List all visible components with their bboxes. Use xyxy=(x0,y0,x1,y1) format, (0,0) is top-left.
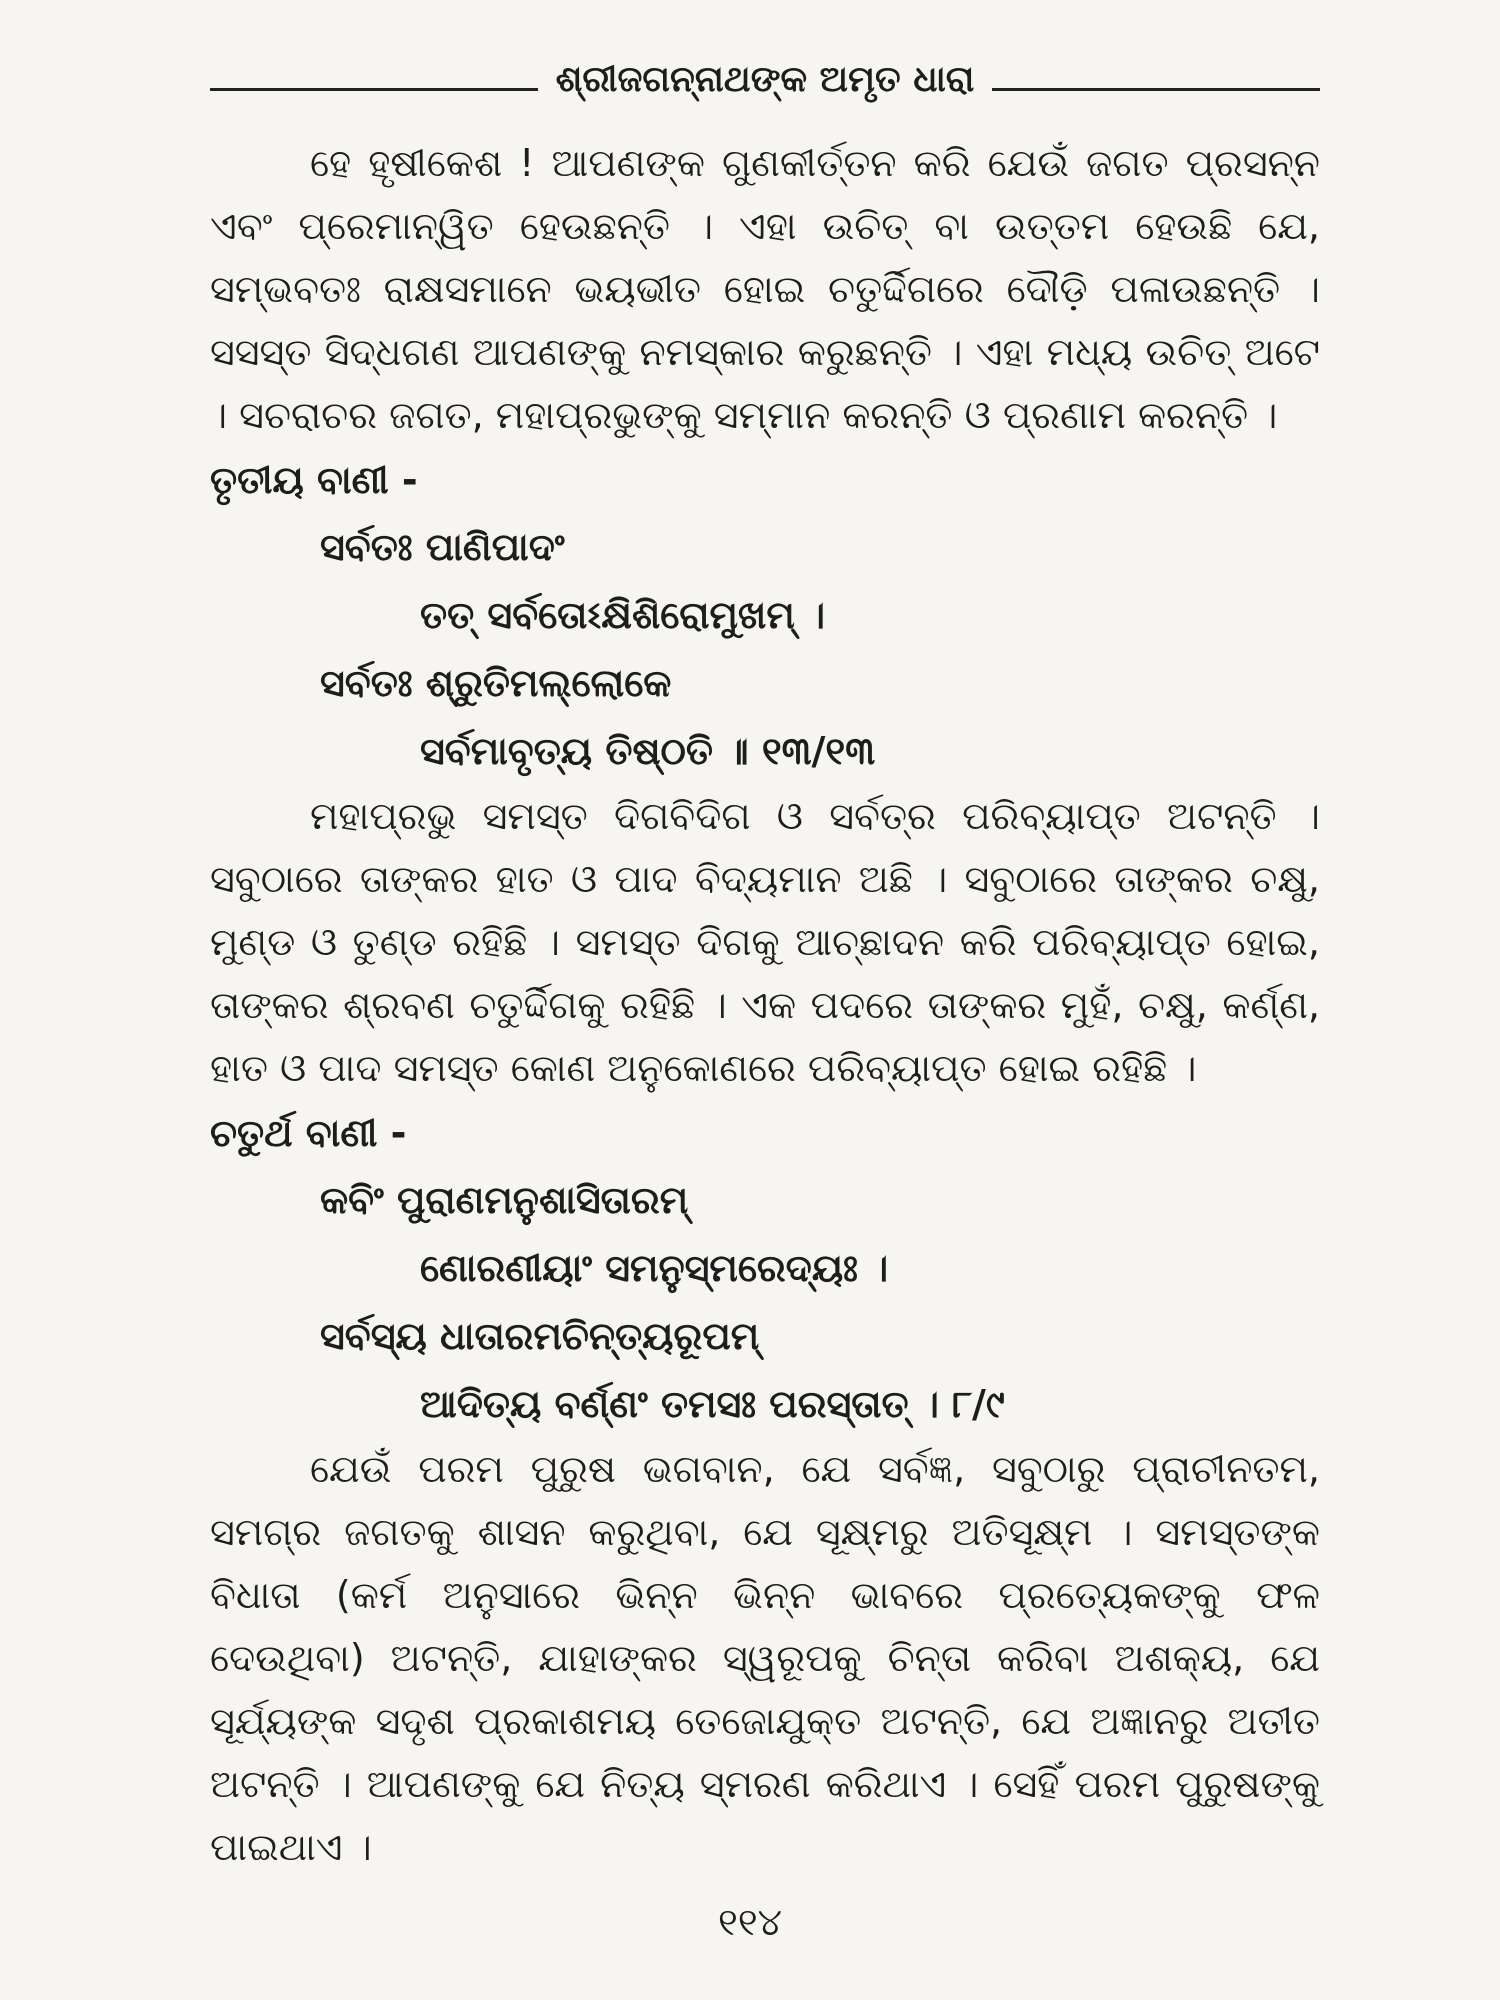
paragraph-3: ଯେଉଁ ପରମ ପୁରୁଷ ଭଗବାନ, ଯେ ସର୍ବଜ୍ଞ, ସବୁଠାରୁ ପ୍ରାଚୀନତମ, ସମଗ୍ର ଜଗତକୁ ଶାସନ କରୁଥିବା, ଯେ ସୂକ୍ଷ୍ମରୁ ଅତିସୂକ୍ଷ୍ମ । ସମସ୍ତଙ୍କ ବିଧାତା (କର୍ମ ଅନୁସାରେ ଭିନ୍ନ ଭିନ୍ନ ଭାବରେ ପ୍ରତ୍ୟେକଙ୍କୁ ଫଳ ଦେଉଥିବା) ଅଟନ୍ତି, ଯାହାଙ୍କର ସ୍ୱରୂପକୁ ଚିନ୍ତା କରିବା ଅଶକ୍ୟ, ଯେ ସୂର୍ଯ୍ୟଙ୍କ ସଦୃଶ ପ୍ରକାଶମୟ ତେଜୋଯୁକ୍ତ ଅଟନ୍ତି, ଯେ ଅଜ୍ଞାନରୁ ଅତୀତ ଅଟନ୍ତି । ଆପଣଙ୍କୁ ଯେ ନିତ୍ୟ ସ୍ମରଣ କରିଥାଏ । ସେହିଁ ପରମ ପୁରୁଷଙ୍କୁ ପାଇଥାଏ । xyxy=(210,1447,1320,1869)
verse-line: ତତ୍ ସର୍ବତୋଽକ୍ଷିଶିରୋମୁଖମ୍ । xyxy=(420,593,826,637)
verse-line: ସର୍ବସ୍ୟ ଧାତାରମଚିନ୍ତ୍ୟରୂପମ୍ xyxy=(320,1314,760,1358)
header-rule-right xyxy=(992,88,1320,91)
header-rule-left xyxy=(210,88,538,91)
paragraph-1: ହେ ହୃଷୀକେଶ ! ଆପଣଙ୍କ ଗୁଣକୀର୍ତ୍ତନ କରି ଯେଉଁ ଜଗତ ପ୍ରସନ୍ନ ଏବଂ ପ୍ରେମାନ୍ୱିତ ହେଉଛନ୍ତି । ଏହା ଉଚିତ୍ ବା ଉତ୍ତମ ହେଉଛି ଯେ, ସମ୍ଭବତଃ ରାକ୍ଷସମାନେ ଭୟଭୀତ ହୋଇ ଚତୁର୍ଦ୍ଦିଗରେ ଦୌଡ଼ି ପଳାଉଛନ୍ତି । ସସସ୍ତ ସିଦ୍ଧଗଣ ଆପଣଙ୍କୁ ନମସ୍କାର କରୁଛନ୍ତି । ଏହା ମଧ୍ୟ ଉଚିତ୍ ଅଟେ । ସଚରାଚର ଜଗତ, ମହାପ୍ରଭୁଙ୍କୁ ସମ୍ମାନ କରନ୍ତି ଓ ପ୍ରଣାମ କରନ୍ତି । xyxy=(210,141,1320,437)
fourth-vani-heading: ଚତୁର୍ଥ ବାଣୀ - xyxy=(210,1111,407,1155)
verse-line: କବିଂ ପୁରାଣମନୁଶାସିତାରମ୍ xyxy=(320,1178,689,1222)
verse-line: ଣୋରଣୀୟାଂ ସମନୁସ୍ମରେଦ୍ୟଃ । xyxy=(420,1246,889,1290)
page-body xyxy=(210,132,1320,1879)
page-number: ୧୧୪ xyxy=(718,1900,782,1944)
book-title: ଶ୍ରୀଜଗନ୍ନାଥଙ୍କ ଅମୃତ ଧାରା xyxy=(555,59,975,100)
verse-line: ଆଦିତ୍ୟ ବର୍ଣ୍ଣଂ ତମସଃ ପରସ୍ତାତ୍ । ୮/୯ xyxy=(420,1382,1005,1426)
verse-line: ସର୍ବମାବୃତ୍ୟ ତିଷ୍ଠତି ॥ ୧୩/୧୩ xyxy=(420,729,876,773)
paragraph-2: ମହାପ୍ରଭୁ ସମସ୍ତ ଦିଗବିଦିଗ ଓ ସର୍ବତ୍ର ପରିବ୍ୟାପ୍ତ ଅଟନ୍ତି । ସବୁଠାରେ ତାଙ୍କର ହାତ ଓ ପାଦ ବିଦ୍ୟମାନ ଅଛି । ସବୁଠାରେ ତାଙ୍କର ଚକ୍ଷୁ, ମୁଣ୍ଡ ଓ ତୁଣ୍ଡ ରହିଛି । ସମସ୍ତ ଦିଗକୁ ଆଚ୍ଛାଦନ କରି ପରିବ୍ୟାପ୍ତ ହୋଇ, ତାଙ୍କର ଶ୍ରବଣ ଚତୁର୍ଦ୍ଦିଗକୁ ରହିଛି । ଏକ ପଦରେ ତାଙ୍କର ମୁହଁ, ଚକ୍ଷୁ, କର୍ଣ୍ଣ, ହାତ ଓ ପାଦ ସମସ୍ତ କୋଣ ଅନୁକୋଣରେ ପରିବ୍ୟାପ୍ତ ହୋଇ ରହିଛି । xyxy=(210,794,1320,1090)
verse-line: ସର୍ବତଃ ଶ୍ରୁତିମଲ୍ଲୋକେ xyxy=(320,661,672,705)
running-header xyxy=(210,50,1320,110)
verse-line: ସର୍ବତଃ ପାଣିପାଦଂ xyxy=(320,525,565,569)
third-vani-heading: ତୃତୀୟ ବାଣୀ - xyxy=(210,458,418,502)
